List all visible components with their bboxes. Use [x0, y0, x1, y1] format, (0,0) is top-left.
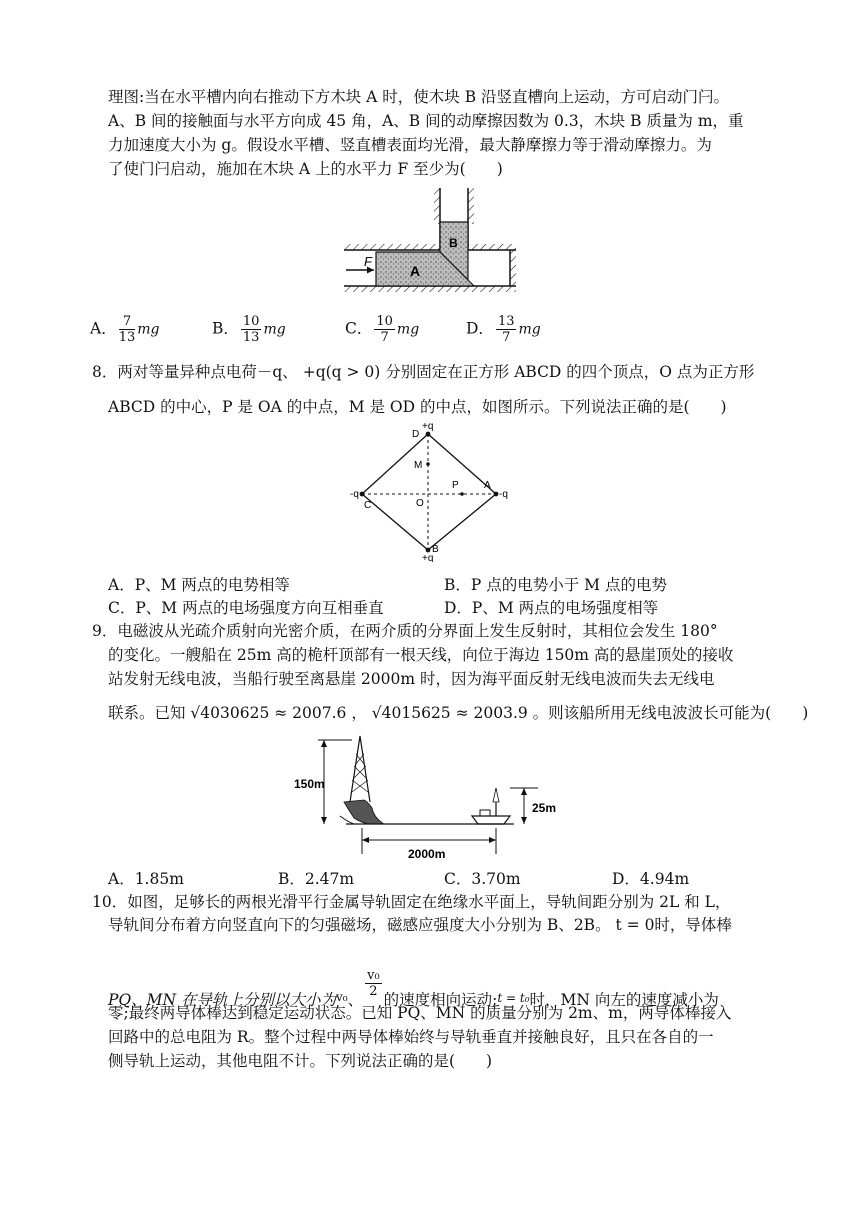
- q8-label-c: C: [364, 500, 372, 511]
- q7-option-c[interactable]: C． $\frac{10}{7}$ mg: [345, 314, 420, 345]
- q9-line-4: 联系。已知 √4030625 ≈ 2007.6 ， √4015625 ≈ 2003.9 。则该船所用无线电波波长可能为( ): [108, 704, 809, 722]
- q7-option-d[interactable]: D． $\frac{13}{7}$ mg: [466, 314, 541, 345]
- q10-line-2: 导轨间分布着方向竖直向下的匀强磁场，磁感应强度大小分别为 B、2B。 t = 0时，导体棒: [108, 916, 732, 934]
- q8-label-p: P: [452, 480, 459, 491]
- q7-label-a: A: [410, 263, 421, 279]
- q10-line-3: PQ、MN 在导轨上分别以大小为$^{v_0}$、 $\frac{\text{v₀}}{2}$ 的速度相向运动;t = t₀时，MN 向左的速度减小为: [108, 968, 719, 1009]
- q7-option-a[interactable]: A． $\frac{7}{13}$ mg: [90, 314, 160, 345]
- q9-option-a[interactable]: A．1.85m: [108, 870, 184, 888]
- q8-label-o: O: [416, 498, 424, 509]
- q7-label-f: F: [364, 254, 372, 269]
- q8-option-b[interactable]: B．P 点的电势小于 M 点的电势: [444, 576, 667, 594]
- q8-label-a: A: [484, 480, 491, 491]
- q8-label-b: B: [432, 544, 439, 555]
- q8-square-figure: [350, 420, 510, 562]
- q8-charge-a: -q: [499, 489, 508, 500]
- q9-option-b[interactable]: B．2.47m: [278, 870, 355, 888]
- q8-option-c[interactable]: C．P、M 两点的电场强度方向互相垂直: [108, 599, 384, 617]
- q7-line-4: 了使门闩启动，施加在木块 A 上的水平力 F 至少为( ): [108, 160, 503, 178]
- q8-option-d[interactable]: D．P、M 两点的电场强度相等: [444, 599, 659, 617]
- q7-line-1: 理图:当在水平槽内向右推动下方木块 A 时，使木块 B 沿竖直槽向上运动，方可启动门闩。: [108, 88, 730, 106]
- q7-line-2: A、B 间的接触面与水平方向成 45 角，A、B 间的动摩擦因数为 0.3，木块 B 质量为 m，重: [108, 112, 744, 130]
- q9-label-mast: 25m: [532, 801, 557, 815]
- q8-charge-d: +q: [422, 421, 434, 432]
- q9-radio-figure: [288, 732, 578, 862]
- q8-charge-c: -q: [350, 489, 359, 500]
- q9-option-d[interactable]: D．4.94m: [612, 870, 690, 888]
- q8-charge-b: +q: [422, 553, 434, 562]
- q10-line-5: 回路中的总电阻为 R。整个过程中两导体棒始终与导轨垂直并接触良好，且只在各自的一: [108, 1028, 714, 1046]
- q10-line-1: 10．如图，足够长的两根光滑平行金属导轨固定在绝缘水平面上，导轨间距分别为 2L 和 L，: [92, 893, 731, 911]
- q7-latch-figure: [340, 186, 520, 298]
- q7-label-b: B: [449, 236, 458, 250]
- q9-line-1: 9．电磁波从光疏介质射向光密介质，在两介质的分界面上发生反射时，其相位会发生 180°: [92, 622, 718, 640]
- q7-option-b[interactable]: B． $\frac{10}{13}$ mg: [212, 314, 286, 345]
- q9-line-2: 的变化。一艘船在 25m 高的桅杆顶部有一根天线，向位于海边 150m 高的悬崖顶处的接收: [108, 646, 734, 664]
- q8-label-m: M: [414, 460, 423, 471]
- q9-option-c[interactable]: C．3.70m: [444, 870, 521, 888]
- q9-line-3: 站发射无线电波，当船行驶至离悬崖 2000m 时，因为海平面反射无线电波而失去无线电: [108, 670, 715, 688]
- q8-option-a[interactable]: A．P、M 两点的电势相等: [108, 576, 290, 594]
- q8-line-1: 8．两对等量异种点电荷－q、 +q(q > 0) 分别固定在正方形 ABCD 的四个顶点，O 点为正方形: [92, 363, 755, 381]
- q7-line-3: 力加速度大小为 g。假设水平槽、竖直槽表面均光滑，最大静摩擦力等于滑动摩擦力。为: [108, 136, 712, 154]
- q8-label-d: D: [412, 429, 420, 440]
- q9-label-cliff: 150m: [294, 777, 325, 791]
- q10-line-4: 零;最终两导体棒达到稳定运动状态。已知 PQ、MN 的质量分别为 2m、m，两导体棒接入: [108, 1004, 732, 1022]
- q10-line-6: 侧导轨上运动，其他电阻不计。下列说法正确的是( ): [108, 1052, 493, 1070]
- q8-line-2: ABCD 的中心，P 是 OA 的中点，M 是 OD 的中点，如图所示。下列说法正确的是( ): [108, 398, 727, 416]
- q9-label-distance: 2000m: [408, 847, 446, 861]
